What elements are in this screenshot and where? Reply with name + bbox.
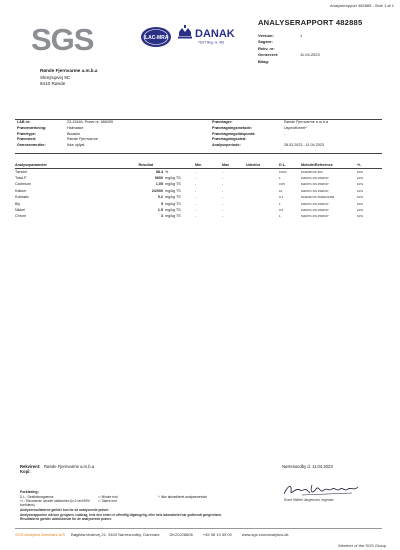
sgs-logo-text: SGS: [31, 22, 94, 57]
cell-min: -: [195, 169, 197, 174]
info-label: Prøvetager:: [212, 120, 233, 124]
column-header: [165, 160, 195, 168]
cell-max: -: [222, 195, 224, 200]
info-label: Prøvetype:: [17, 131, 37, 136]
company-cvr: DK20228806: [169, 532, 193, 537]
cell-param: Nikkel: [15, 207, 26, 212]
company-address: Bøgildsmindevej 21, 9400 Nørresundby, Danmark: [71, 532, 160, 537]
cell-max: -: [222, 214, 224, 219]
column-header: D.L.: [279, 160, 301, 168]
cell-unit: mg/kg TS: [165, 214, 181, 219]
cell-uncertainty: 10%: [357, 201, 364, 206]
danak-logo: [176, 24, 234, 50]
cell-min: -: [195, 182, 197, 187]
cell-unit: mg/kg TS: [165, 195, 181, 200]
sample-info-right: [212, 120, 382, 149]
info-row: [212, 143, 382, 149]
cell-method: M40071 DS 259/ICP: [301, 207, 329, 212]
member-note: Member of the SGS Group: [338, 543, 386, 548]
cell-max: -: [222, 201, 224, 206]
cell-param: Tørstof: [15, 169, 27, 174]
info-label: Prøvetagningstidspunkt:: [212, 131, 256, 136]
cell-result: 2/2000: [151, 188, 163, 193]
cell-max: -: [222, 188, 224, 193]
cell-max: -: [222, 175, 224, 180]
bottom-bar: [15, 528, 382, 540]
cell-param: Kalium: [15, 188, 27, 193]
results-header-row: [15, 160, 382, 168]
info-value: Bioaske: [67, 131, 81, 136]
info-label: Prøvetagningsmetode:: [212, 125, 252, 130]
cell-unit: mg/kg TS: [165, 182, 181, 187]
danak-logo-text: DANAK: [195, 28, 235, 40]
legend-row: [20, 499, 250, 507]
column-header: Udenfor: [246, 160, 279, 168]
cell-min: -: [195, 214, 197, 219]
sample-info-left: [17, 120, 197, 149]
recipient-value: Rønde Fjernvarme a.m.b.a: [44, 464, 95, 469]
cell-method: M40071 DS 259/ICP: [301, 201, 329, 206]
cell-result: 9: [160, 201, 163, 206]
cell-detection-limit: 1: [279, 214, 281, 219]
cell-result: 58.4: [155, 169, 163, 174]
report-meta-value: 1: [300, 33, 303, 38]
report-meta-key: Sagsnr:: [258, 39, 273, 45]
cell-out-of-range: [246, 213, 279, 219]
customer-street: Skrejrupvej 9C: [40, 74, 71, 80]
customer-city: 8410 Rønde: [40, 81, 66, 87]
disclaimer-line: Analyserapporten må kun gengives i uddrag, hvis den enten er offentlig tilgængelig, eller hvis laboratoriet har godkendt gengivelsen.: [20, 512, 222, 517]
divider: [15, 153, 382, 154]
table-row: [15, 168, 382, 175]
info-label: LAB nr:: [17, 120, 31, 124]
column-header: Metode/Reference: [301, 160, 357, 168]
customer-name: Rønde Fjernvarme a.m.b.a: [40, 68, 98, 73]
legend-item: >: Større end: [98, 498, 117, 503]
cell-unit: mg/kg TS: [165, 188, 181, 193]
ilac-logo-text: ILAC-MRA: [143, 34, 169, 41]
info-value: Halmaske: [67, 125, 84, 130]
info-label: Prøvemærkning:: [17, 125, 47, 130]
cell-param: Bly: [15, 201, 21, 206]
disclaimer-line: Analyseresultaterne gælder kun for de analyserede prøver.: [20, 508, 110, 512]
cell-max: -: [222, 169, 224, 174]
cell-uncertainty: 10%: [357, 188, 364, 193]
legend-title: Forklaring:: [20, 490, 39, 494]
cell-unit: mg/kg TS: [165, 175, 181, 180]
info-label: Analyseperiode:: [212, 143, 241, 148]
kopi-label: Kopi:: [20, 469, 31, 475]
report-meta-key: Version:: [258, 33, 274, 38]
footer-left: [20, 464, 260, 475]
cell-unit: %: [165, 169, 169, 174]
cell-detection-limit: 10: [279, 188, 283, 193]
cell-method: M40071 DS 259/ICP: [301, 214, 329, 219]
cell-param: Total-P: [15, 175, 27, 180]
info-value: 23-12446, Prøve nr. 586309: [67, 120, 113, 124]
cell-detection-limit: 0.002: [279, 169, 287, 174]
column-header: Max: [222, 160, 246, 168]
column-header: Min: [195, 160, 222, 168]
info-value: Rønde Fjernvarme: [67, 137, 98, 142]
cell-method: M40071 DS 259/ICP: [301, 188, 329, 193]
cell-result: 1.05: [155, 182, 163, 187]
company-name: SGS Analytics Danmark A/S: [15, 532, 66, 537]
customer-address: [40, 68, 97, 88]
signature: [282, 481, 362, 499]
cell-unit: mg/kg TS: [165, 201, 181, 206]
legend-item: *: Ikke akkrediteret analysemetode: [158, 494, 207, 499]
cell-param: Kviksølv: [15, 195, 29, 200]
ilac-mra-logo: [140, 26, 172, 48]
cell-unit: mg/kg TS: [165, 207, 181, 212]
cell-detection-limit: 0.5: [279, 207, 284, 212]
cell-max: -: [222, 182, 224, 187]
cell-uncertainty: 10%: [357, 175, 364, 180]
cell-min: -: [195, 207, 197, 212]
report-title: ANALYSERAPPORT 482885: [258, 18, 363, 27]
company-website-link[interactable]: www.sgs.com/analytics-dk: [241, 532, 289, 537]
table-row: [15, 213, 382, 219]
column-header: Resultat: [125, 160, 165, 168]
cell-method: M40071 DS 259/ICP: [301, 175, 329, 180]
cell-result: 9600: [154, 175, 163, 180]
legend-item: <: Mindre end: [98, 494, 118, 499]
place-date: Nørresundby d. 11.04.2023: [282, 464, 333, 469]
info-label: Prøvested:: [17, 137, 37, 142]
report-meta: [258, 33, 388, 65]
cell-method: Mx0038 DS 204: [301, 169, 323, 174]
info-value: -: [284, 131, 286, 136]
cell-result: 3: [160, 214, 163, 219]
info-row: [17, 143, 197, 149]
cell-uncertainty: 10%: [357, 214, 364, 219]
cell-out-of-range: [246, 168, 279, 175]
legend: [20, 490, 250, 507]
report-meta-key: Genereret:: [258, 52, 279, 58]
cell-min: -: [195, 195, 197, 200]
cell-method: M40071 DS 259/ICP: [301, 182, 329, 187]
info-value: Uspecificeret*: [284, 125, 307, 130]
info-value: 28.03.2023 - 11.04.2023: [284, 143, 324, 148]
report-meta-key: Rekv. nr:: [258, 45, 275, 51]
cell-min: -: [195, 201, 197, 206]
cell-min: -: [195, 188, 197, 193]
signer-name: Rune Mikkel Jørgensen, ingeniør: [284, 498, 334, 502]
report-meta-value: 11.04.2023: [300, 52, 320, 58]
info-label: Prøvetagningssted:: [212, 137, 247, 142]
info-value: Ikke oplyst: [67, 143, 85, 148]
sgs-logo: [30, 22, 94, 57]
info-label: Grænseværdier:: [17, 143, 46, 148]
disclaimer: [20, 508, 380, 522]
cell-result: 1.5: [157, 207, 163, 212]
cell-min: -: [195, 175, 197, 180]
page-indicator: Analyserapport 482885 - Side 1 af 1: [329, 3, 394, 8]
cell-param: Chrom: [15, 214, 27, 219]
cell-uncertainty: 10%: [357, 169, 364, 174]
cell-detection-limit: 0.1: [279, 195, 284, 200]
legend-item: D.L.: Detektionsgrænse: [20, 494, 54, 499]
cell-max: -: [222, 207, 224, 212]
report-meta-key: Bilag:: [258, 58, 270, 64]
cell-uncertainty: 10%: [357, 207, 364, 212]
disclaimer-line: Resultaterne gælder udelukkende for de analyserede prøver.: [20, 517, 112, 522]
cell-param: Cadmium: [15, 182, 31, 187]
recipient-label: Rekvirent:: [20, 464, 41, 469]
cell-uncertainty: 10%: [357, 182, 364, 187]
cell-uncertainty: 10%: [357, 195, 364, 200]
cell-detection-limit: 1: [279, 175, 281, 180]
cell-detection-limit: 0.05: [279, 182, 285, 187]
info-value: Rønde Fjernvarme a.m.b.a: [284, 120, 329, 124]
report-meta-row: [258, 59, 388, 65]
legend-item: +/-: Tilsvarende udvidet usikkerhed (k=2 ved 95% konfidens): [20, 498, 90, 507]
column-header: Analyseparameter: [15, 160, 125, 168]
results-table: [15, 160, 382, 220]
cell-detection-limit: 1: [279, 201, 281, 206]
cell-result: 0.2: [157, 195, 163, 200]
company-phone: +45 98 19 39 00: [202, 532, 232, 537]
danak-reg-text: TEST Reg. nr. 461: [198, 40, 225, 45]
cell-method: Mx0036 DS 259/EN1483: [301, 195, 335, 200]
column-header: +/-: [357, 160, 382, 168]
